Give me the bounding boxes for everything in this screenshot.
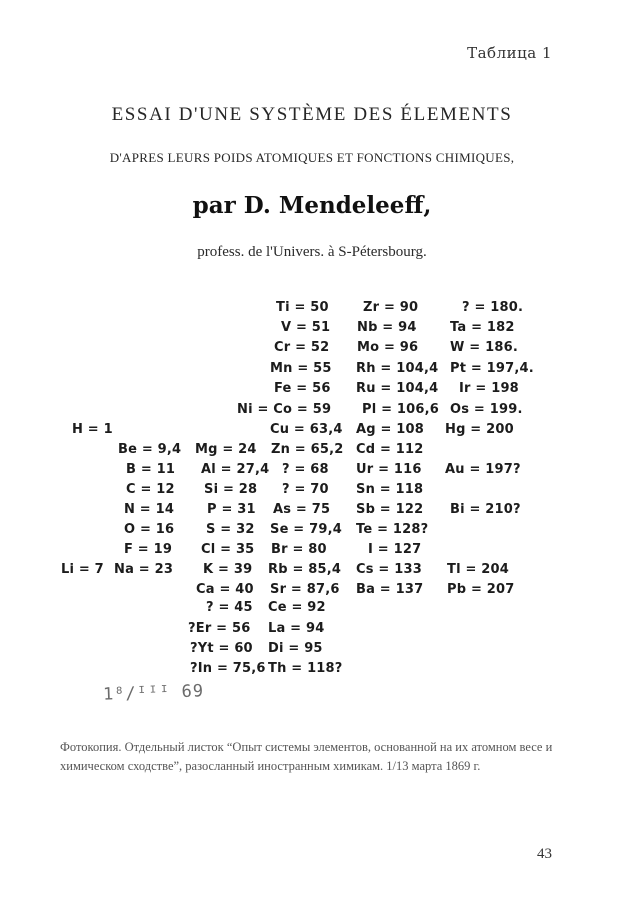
element-cell: S = 32 [206,522,255,537]
element-cell: I = 127 [368,542,422,557]
element-cell: Di = 95 [268,641,323,656]
element-cell: Au = 197? [445,462,521,477]
element-cell: W = 186. [450,340,518,355]
element-cell: F = 19 [124,542,173,557]
element-cell: ? = 45 [206,600,253,615]
element-cell: ?Er = 56 [188,621,251,636]
element-cell: Ti = 50 [276,300,329,315]
element-cell: Zn = 65,2 [271,442,344,457]
element-cell: Bi = 210? [450,502,521,517]
element-cell: Ce = 92 [268,600,326,615]
element-cell: V = 51 [281,320,331,335]
element-cell: Ba = 137 [356,582,424,597]
element-cell: Mn = 55 [270,361,332,376]
figure-caption: Фотокопия. Отдельный листок “Опыт системы элементов, основанной на их атомном весе и химическом сходстве”, разосланный иностранным химикам. 1/13 марта 1869 г. [60,740,553,773]
element-cell: Rh = 104,4 [356,361,439,376]
element-cell: O = 16 [124,522,175,537]
element-cell: Br = 80 [271,542,327,557]
element-cell: Mg = 24 [195,442,257,457]
element-cell: Se = 79,4 [270,522,342,537]
element-cell: Fe = 56 [274,381,331,396]
element-cell: Be = 9,4 [118,442,182,457]
element-cell: Ir = 198 [459,381,519,396]
element-cell: Cl = 35 [201,542,255,557]
element-cell: Ur = 116 [356,462,422,477]
element-cell: ?Yt = 60 [190,641,253,656]
affiliation-line: profess. de l'Univers. à S-Pétersbourg. [197,244,427,260]
element-cell: H = 1 [72,422,113,437]
element-cell: Sr = 87,6 [270,582,340,597]
element-cell: Rb = 85,4 [268,562,342,577]
element-cell: Cr = 52 [274,340,330,355]
element-cell: ?In = 75,6 [190,661,266,676]
element-cell: P = 31 [207,502,256,517]
element-cell: Pb = 207 [447,582,515,597]
element-cell: Al = 27,4 [201,462,270,477]
element-cell: ? = 70 [282,482,329,497]
element-cell: Tl = 204 [447,562,510,577]
element-cell: Hg = 200 [445,422,514,437]
element-cell: Si = 28 [204,482,258,497]
element-cell: Cd = 112 [356,442,424,457]
element-cell: Cu = 63,4 [270,422,343,437]
element-cell: Li = 7 [61,562,104,577]
element-cell: Pl = 106,6 [362,402,440,417]
element-cell: Te = 128? [356,522,429,537]
element-cell: Sn = 118 [356,482,424,497]
element-cell: Pt = 197,4. [450,361,534,376]
table-label: Таблица 1 [467,44,552,62]
element-cell: Os = 199. [450,402,523,417]
element-cell: Ta = 182 [450,320,515,335]
element-cell: ? = 180. [462,300,524,315]
element-cell: Ru = 104,4 [356,381,439,396]
element-cell: Cs = 133 [356,562,422,577]
handwritten-date: 1⁸/ᴵᴵᴵ 69 [102,681,205,705]
element-cell: Nb = 94 [357,320,417,335]
document-subtitle: D'APRES LEURS POIDS ATOMIQUES ET FONCTIONS CHIMIQUES, [109,150,515,165]
element-cell: Ag = 108 [356,422,425,437]
element-cell: Sb = 122 [356,502,424,517]
element-cell: B = 11 [126,462,176,477]
element-cell: Th = 118? [268,661,343,676]
page-number: 43 [537,846,552,862]
element-cell: Ni = Co = 59 [237,402,332,417]
element-cell: La = 94 [268,621,325,636]
element-cell: Zr = 90 [363,300,419,315]
element-cell: N = 14 [124,502,175,517]
author-line: par D. Mendeleeff, [192,192,432,219]
element-cell: Ca = 40 [196,582,254,597]
element-cell: C = 12 [126,482,175,497]
element-cell: ? = 68 [282,462,329,477]
element-cell: As = 75 [273,502,331,517]
element-cell: Mo = 96 [357,340,419,355]
document-title: ESSAI D'UNE SYSTÈME DES ÉLEMENTS [111,104,513,125]
element-cell: Na = 23 [114,562,174,577]
element-cell: K = 39 [203,562,253,577]
